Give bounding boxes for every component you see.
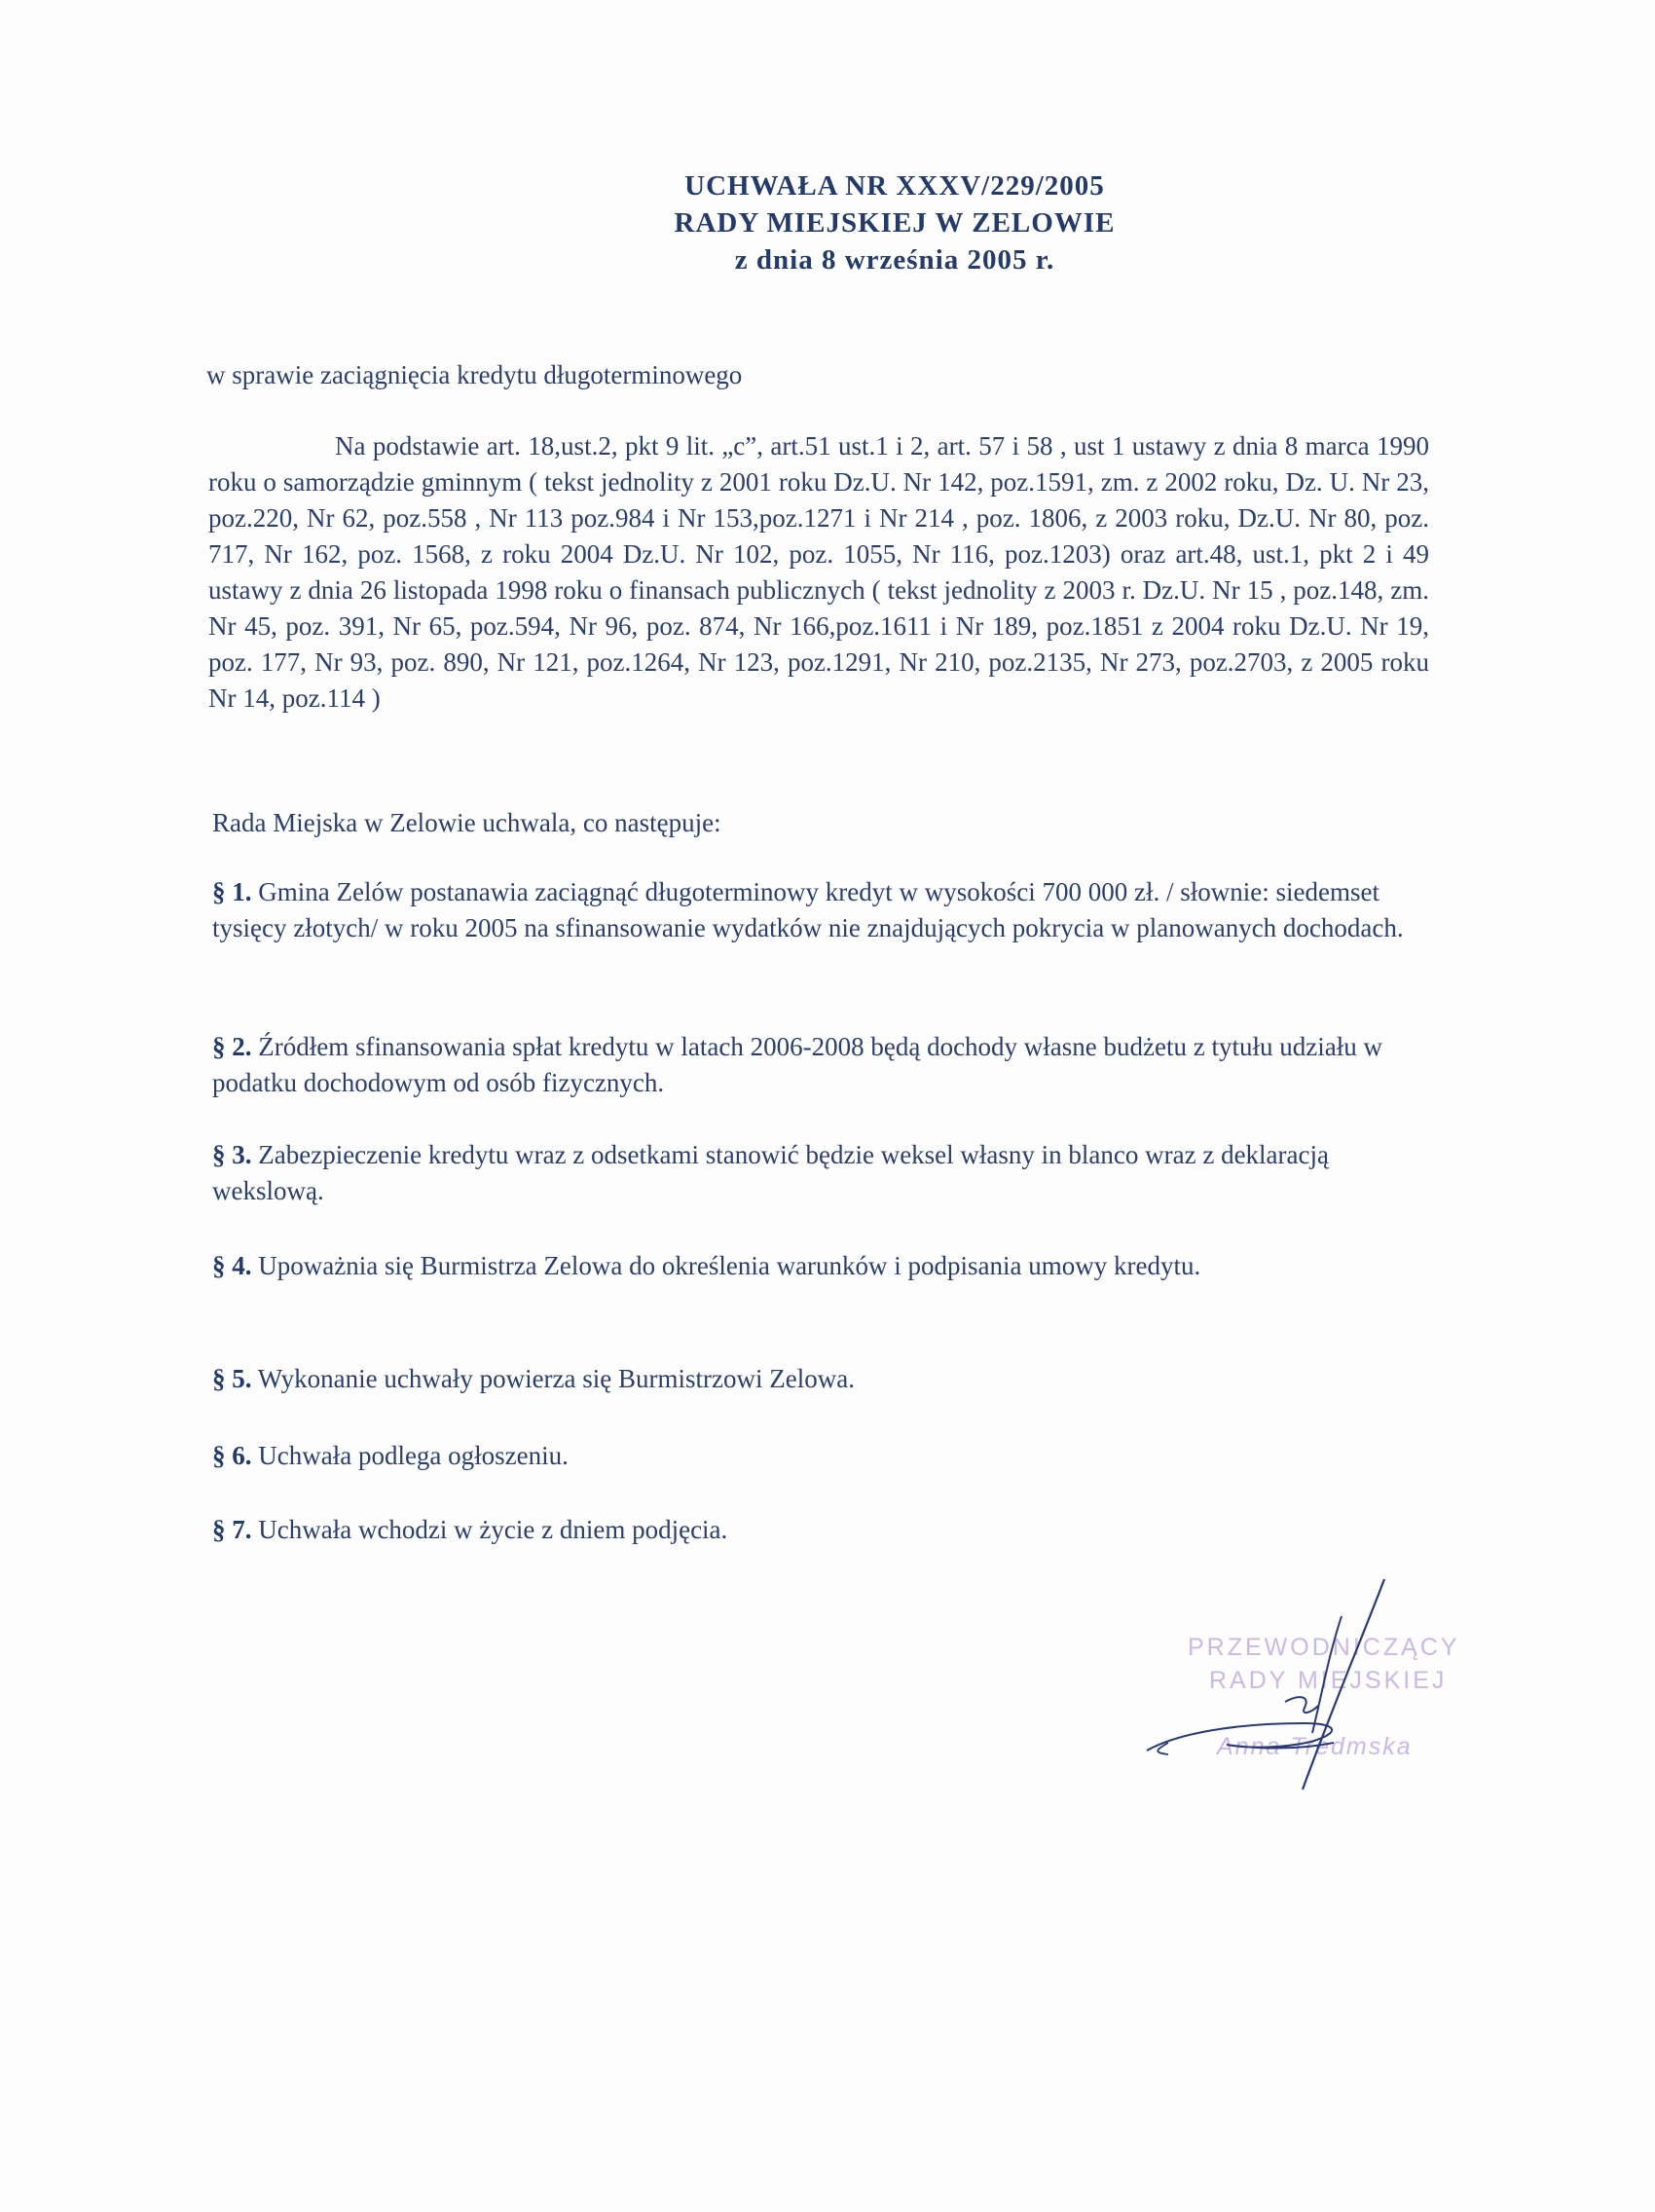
resolution-date: z dnia 8 września 2005 r. xyxy=(734,244,1055,276)
council-name: RADY MIEJSKIEJ W ZELOWIE xyxy=(674,207,1116,239)
paragraph-3 xyxy=(212,1137,1439,1209)
paragraph-text: Uchwała podlega ogłoszeniu. xyxy=(258,1441,569,1470)
paragraph-6 xyxy=(212,1438,1439,1474)
paragraph-number: § 6. xyxy=(212,1441,252,1470)
paragraph-text: Upoważnia się Burmistrza Zelowa do określenia warunków i podpisania umowy kredytu. xyxy=(258,1251,1201,1280)
resolution-header xyxy=(0,167,1655,278)
paragraph-text: Gmina Zelów postanawia zaciągnąć długoterminowy kredyt w wysokości 700 000 zł. / słownie: siedemset tysięcy złotych/ w roku 2005 na sfinansowanie wydatków nie znajdujących pokrycia w planowanych dochodach. xyxy=(212,877,1404,942)
paragraph-text: Uchwała wchodzi w życie z dniem podjęcia. xyxy=(258,1515,728,1544)
paragraph-text: Zabezpieczenie kredytu wraz z odsetkami stanowić będzie weksel własny in blanco wraz z deklaracją wekslową. xyxy=(212,1140,1329,1205)
council-intro: Rada Miejska w Zelowie uchwala, co następuje: xyxy=(212,808,721,837)
paragraph-7 xyxy=(212,1512,1439,1548)
signature-block xyxy=(1139,1577,1490,1791)
resolution-subject: w sprawie zaciągnięcia kredytu długoterminowego xyxy=(206,360,743,389)
paragraph-4 xyxy=(212,1248,1439,1284)
legal-basis-preamble: Na podstawie art. 18,ust.2, pkt 9 lit. „c”, art.51 ust.1 i 2, art. 57 i 58 , ust 1 ustawy z dnia 8 marca 1990 roku o samorządzie gminnym ( tekst jednolity z 2001 roku Dz.U. Nr 142, poz.1591, zm. z 2002 roku, Dz. U. Nr 23, poz.220, Nr 62, poz.558 , Nr 113 poz.984 i Nr 153,poz.1271 i Nr 214 , poz. 1806, z 2003 roku, Dz.U. Nr 80, poz. 717, Nr 162, poz. 1568, z roku 2004 Dz.U. Nr 102, poz. 1055, Nr 116, poz.1203) oraz art.48, ust.1, pkt 2 i 49 ustawy z dnia 26 listopada 1998 roku o finansach publicznych ( tekst jednolity z 2003 r. Dz.U. Nr 15 , poz.148, zm. Nr 45, poz. 391, Nr 65, poz.594, Nr 96, poz. 874, Nr 166,poz.1611 i Nr 189, poz.1851 z 2004 roku Dz.U. Nr 19, poz. 177, Nr 93, poz. 890, Nr 121, poz.1264, Nr 123, poz.1291, Nr 210, poz.2135, Nr 273, poz.2703, z 2005 roku Nr 14, poz.114 ) xyxy=(208,431,1429,713)
paragraph-5 xyxy=(212,1361,1439,1397)
paragraph-text: Wykonanie uchwały powierza się Burmistrzowi Zelowa. xyxy=(257,1364,855,1393)
paragraph-text: Źródłem sfinansowania spłat kredytu w latach 2006-2008 będą dochody własne budżetu z tytułu udziału w podatku dochodowym od osób fizycznych. xyxy=(212,1032,1382,1097)
paragraph-1 xyxy=(212,874,1439,946)
stamp-title: PRZEWODNICZĄCY xyxy=(1188,1634,1460,1661)
paragraph-number: § 7. xyxy=(212,1515,252,1544)
paragraph-number: § 3. xyxy=(212,1140,252,1169)
resolution-number: UCHWAŁA NR XXXV/229/2005 xyxy=(684,170,1105,202)
paragraph-2 xyxy=(212,1029,1439,1101)
paragraph-number: § 5. xyxy=(212,1364,252,1393)
paragraph-number: § 4. xyxy=(212,1251,252,1280)
handwritten-signature xyxy=(1139,1577,1490,1791)
paragraph-number: § 1. xyxy=(212,877,252,906)
stamp-name: Anna Tredmska xyxy=(1217,1733,1413,1760)
stamp-council: RADY MIEJSKIEJ xyxy=(1209,1667,1448,1694)
paragraph-number: § 2. xyxy=(212,1032,252,1061)
